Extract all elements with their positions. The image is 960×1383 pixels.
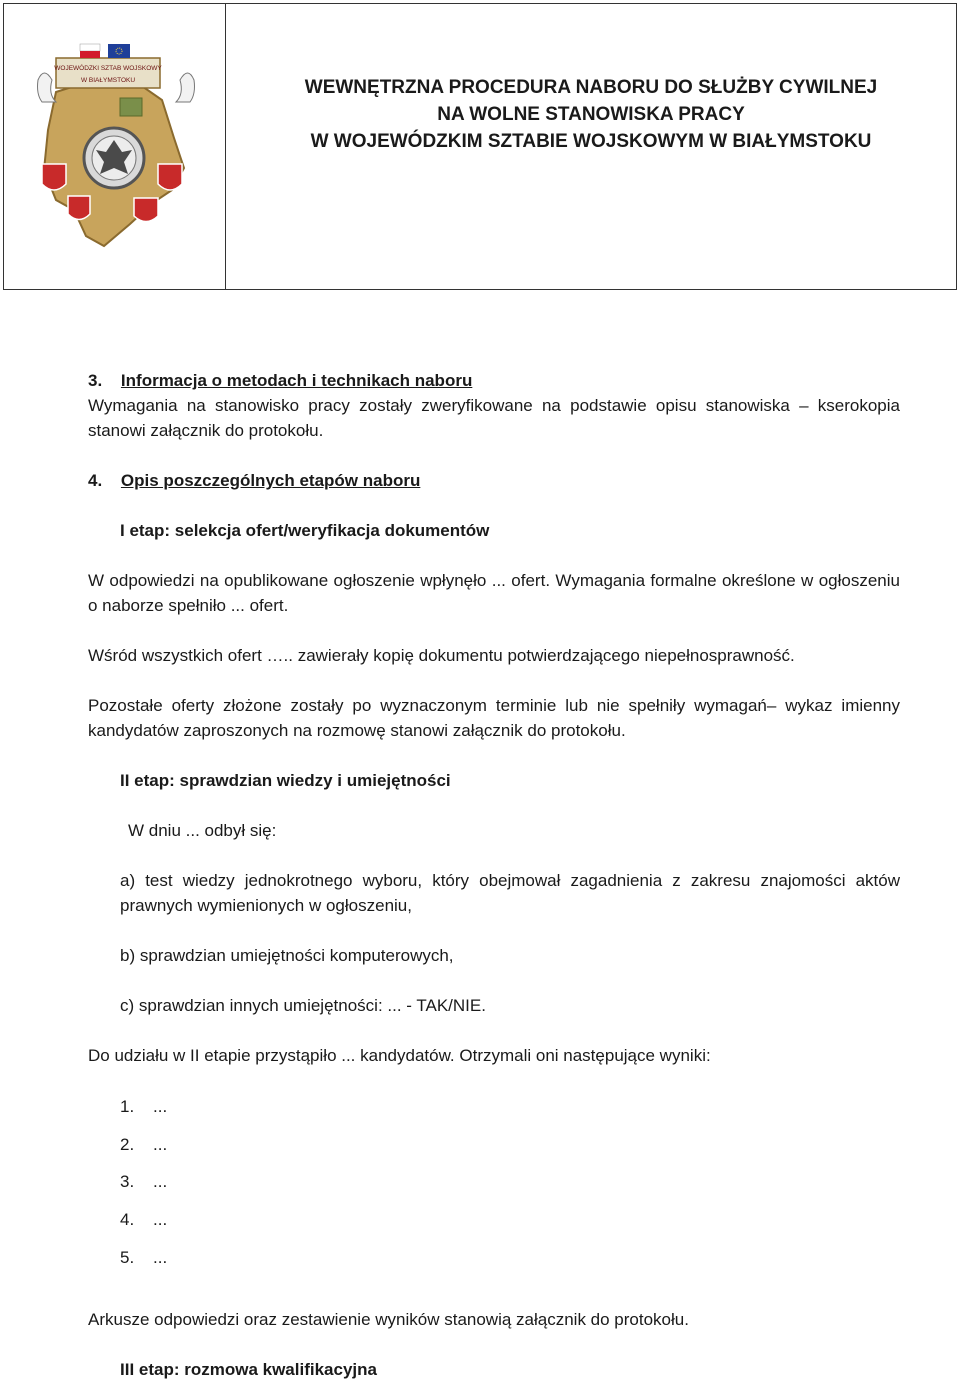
stage-1-offers-paragraph: W odpowiedzi na opublikowane ogłoszenie wpłynęło ... ofert. Wymagania formalne określone w ogłoszeniu o naborze spełniło ... ofert. [88,571,900,615]
result-number: 4. [120,1210,135,1229]
result-list-item [120,1094,900,1119]
result-value: ... [153,1097,168,1116]
logo-text-line-2: W BIAŁYMSTOKU [80,77,136,84]
stage-2-item-a: a) test wiedzy jednokrotnego wyboru, który obejmował zagadnienia z zakresu znajomości aktów prawnych wymienionych w ogłoszeniu, [120,871,900,915]
result-list-item [120,1132,900,1157]
section-4-title: Opis poszczególnych etapów naboru [120,471,421,490]
result-number: 3. [120,1172,135,1191]
result-value: ... [153,1135,168,1154]
emblem-logo [34,40,198,248]
result-list-item [120,1207,900,1232]
stage-2-annex-note: Arkusze odpowiedzi oraz zestawienie wyników stanowią załącznik do protokołu. [88,1310,689,1329]
stage-2-date-line: W dniu ... odbył się: [128,821,277,840]
section-3-heading [88,368,900,393]
section-4-number: 4. [88,471,103,490]
document-title-line-1: WEWNĘTRZNA PROCEDURA NABORU DO SŁUŻBY CYWILNEJ [304,77,878,98]
result-number: 5. [120,1248,135,1267]
logo-cell [4,4,226,289]
result-number: 2. [120,1135,135,1154]
result-list-item [120,1245,900,1270]
result-value: ... [153,1210,168,1229]
stage-3-title: III etap: rozmowa kwalifikacyjna [120,1360,377,1379]
document-header [3,3,957,290]
logo-text-line-1: WOJEWÓDZKI SZTAB WOJSKOWY [54,65,162,72]
section-3-text: Wymagania na stanowisko pracy zostały zweryfikowane na podstawie opisu stanowiska – kserokopia stanowi załącznik do protokołu. [88,396,900,440]
stage-1-remaining-paragraph: Pozostałe oferty złożone zostały po wyznaczonym terminie lub nie spełniły wymagań– wykaz imienny kandydatów zaproszonych na rozmowę stanowi załącznik do protokołu. [88,696,900,740]
document-title-line-2: NA WOLNE STANOWISKA PRACY [437,104,745,125]
result-number: 1. [120,1097,135,1116]
stage-1-disability-paragraph: Wśród wszystkich ofert ….. zawierały kopię dokumentu potwierdzającego niepełnosprawność. [88,646,795,665]
result-list-item [120,1169,900,1194]
stage-2-item-b: b) sprawdzian umiejętności komputerowych, [120,946,454,965]
result-value: ... [153,1248,168,1267]
result-value: ... [153,1172,168,1191]
stage-2-title: II etap: sprawdzian wiedzy i umiejętności [120,771,451,790]
title-cell [226,4,956,289]
stage-2-item-c: c) sprawdzian innych umiejętności: ... - TAK/NIE. [120,996,486,1015]
section-3-title: Informacja o metodach i technikach naboru [120,371,473,390]
stage-2-participants: Do udziału w II etapie przystąpiło ... kandydatów. Otrzymali oni następujące wyniki: [88,1046,711,1065]
section-3-number: 3. [88,371,103,390]
section-4-heading [88,468,900,493]
stage-1-title: I etap: selekcja ofert/weryfikacja dokumentów [120,521,490,540]
document-title-line-3: W WOJEWÓDZKIM SZTABIE WOJSKOWYM W BIAŁYMSTOKU [310,131,872,152]
